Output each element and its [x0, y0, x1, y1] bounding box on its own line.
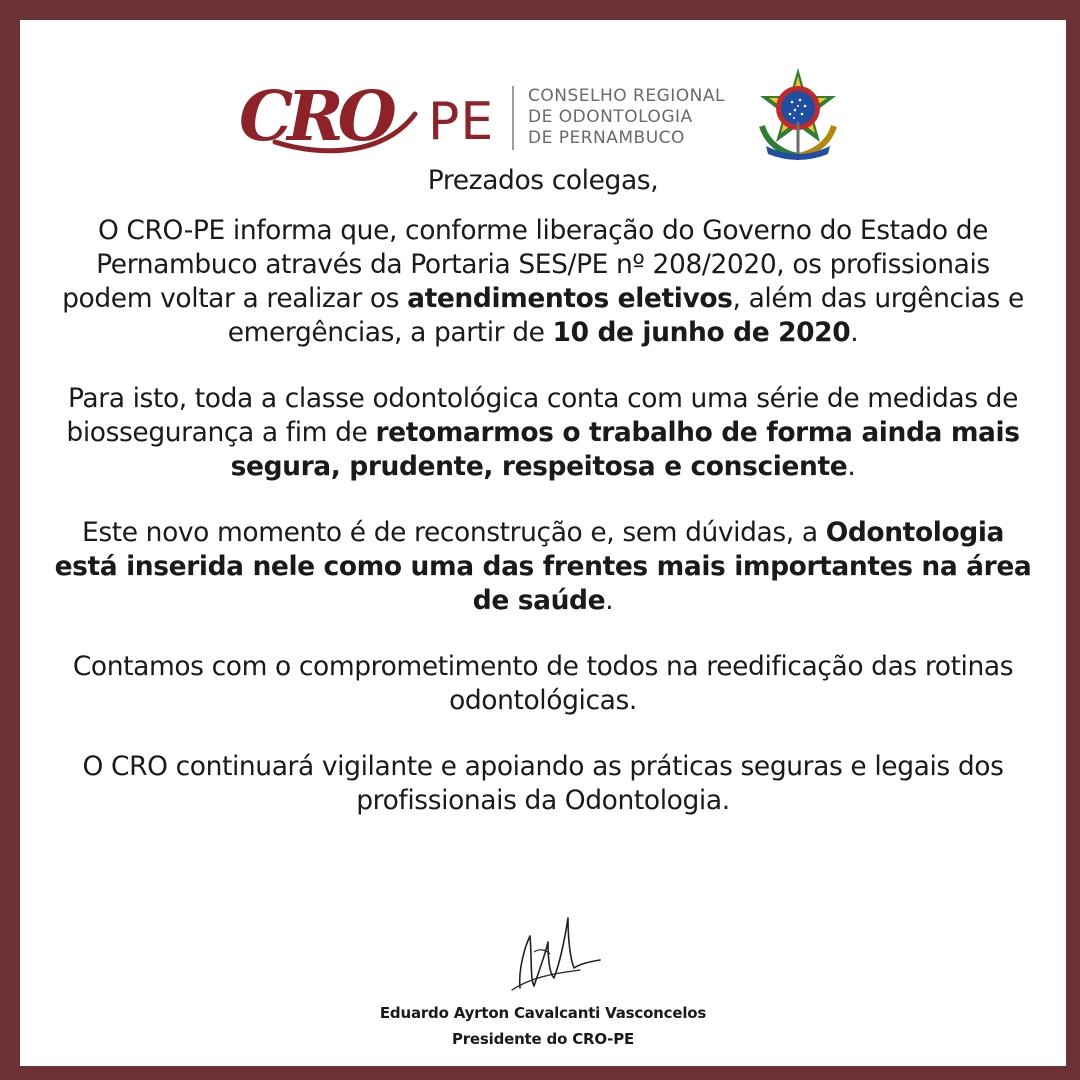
brazil-coat-of-arms-icon — [748, 66, 848, 162]
council-name-line-2: DE ODONTOLOGIA — [528, 107, 693, 127]
paragraph-2-text-b: . — [847, 451, 856, 482]
council-name-line-3: DE PERNAMBUCO — [528, 128, 685, 148]
letter-body — [50, 164, 1036, 850]
paragraph-5: O CRO continuará vigilante e apoiando as práticas seguras e legais dos profissionais da Odontologia. — [82, 751, 1004, 816]
signatory-role: Presidente do CRO-PE — [451, 1030, 635, 1048]
paragraph-3-text-a: Este novo momento é de reconstrução e, sem dúvidas, a — [82, 517, 826, 548]
greeting: Prezados colegas, — [427, 165, 659, 196]
paragraph-1-bold-a: atendimentos eletivos — [407, 283, 733, 314]
paragraph-1-text-c: . — [850, 317, 859, 348]
paragraph-3-bold: Odontologia está inserida nele como uma das frentes mais importantes na área de saúde — [54, 517, 1032, 616]
letter-card — [20, 20, 1066, 1066]
cro-logo — [235, 62, 425, 162]
paragraph-1-bold-b: 10 de junho de 2020 — [552, 317, 851, 348]
paragraph-1-text-b: , além das urgências e emergências, a partir de — [227, 283, 1024, 348]
handwritten-signature — [490, 908, 610, 1000]
paragraph-1-text-a: O CRO-PE informa que, conforme liberação do Governo do Estado de Pernambuco através da Portaria SES/PE nº 208/2020, os profissionais podem voltar a realizar os — [62, 215, 990, 314]
paragraph-4: Contamos com o comprometimento de todos na reedificação das rotinas odontológicas. — [72, 651, 1014, 716]
svg-text:CRO: CRO — [239, 77, 391, 157]
paragraph-2-bold: retomarmos o trabalho de forma ainda mais segura, prudente, respeitosa e consciente — [230, 417, 1020, 482]
logo-divider — [512, 86, 514, 150]
signatory-name: Eduardo Ayrton Cavalcanti Vasconcelos — [379, 1004, 707, 1022]
paragraph-3 — [50, 516, 1036, 618]
paragraph-2 — [50, 382, 1036, 484]
paragraph-2-text-a: Para isto, toda a classe odontológica conta com uma série de medidas de biossegurança a fim de — [66, 383, 1018, 448]
logo-pe-text: PE — [428, 92, 495, 152]
council-name — [528, 86, 725, 149]
paragraph-3-text-b: . — [605, 585, 614, 616]
letterhead — [20, 62, 1066, 162]
paragraph-1 — [50, 214, 1036, 350]
council-name-line-1: CONSELHO REGIONAL — [528, 86, 725, 106]
